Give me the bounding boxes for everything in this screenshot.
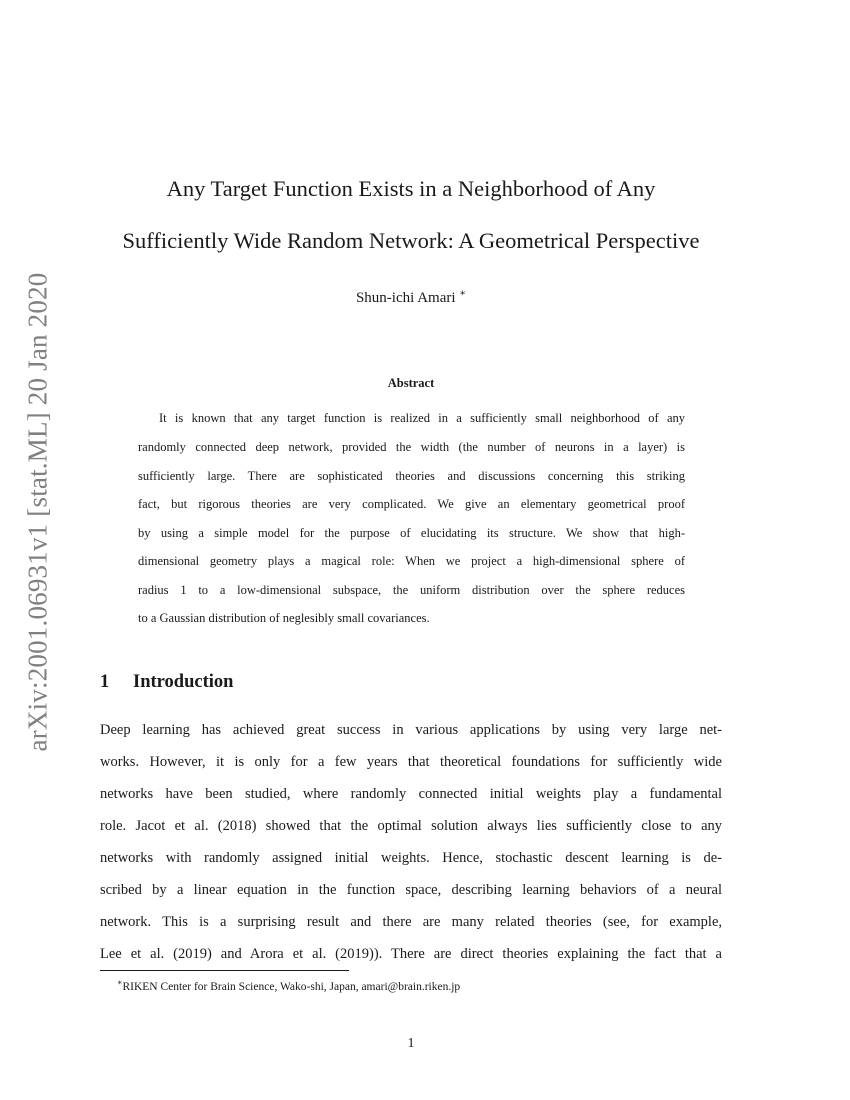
body-line: networks with randomly assigned initial weights. Hence, stochastic descent learning is de- <box>100 850 722 866</box>
abstract-line: sufficiently large. There are sophisticated theories and discussions concerning this striking <box>138 469 685 483</box>
body-line: Deep learning has achieved great success in various applications by using very large net- <box>100 722 722 738</box>
body-line: networks have been studied, where randomly connected initial weights play a fundamental <box>100 786 722 802</box>
body-line: Lee et al. (2019) and Arora et al. (2019)). There are direct theories explaining the fact that a <box>100 946 722 962</box>
abstract-line: radius 1 to a low-dimensional subspace, the uniform distribution over the sphere reduces <box>138 583 685 597</box>
section-title: Introduction <box>133 672 234 692</box>
author-footnote-mark: ∗ <box>459 288 467 299</box>
footnote-rule <box>100 970 349 971</box>
abstract-line: dimensional geometry plays a magical role: When we project a high-dimensional sphere of <box>138 554 685 568</box>
abstract-line: by using a simple model for the purpose of elucidating its structure. We show that high- <box>138 526 685 540</box>
paper-title-line-1: Any Target Function Exists in a Neighborhood of Any <box>166 176 656 201</box>
section-heading <box>100 672 233 693</box>
paper-title-line-2: Sufficiently Wide Random Network: A Geometrical Perspective <box>122 228 700 253</box>
abstract-line: It is known that any target function is realized in a sufficiently small neighborhood of any <box>159 411 685 425</box>
abstract-heading: Abstract <box>387 376 435 390</box>
author-line <box>100 288 722 307</box>
body-line: role. Jacot et al. (2018) showed that the optimal solution always lies sufficiently close to any <box>100 818 722 834</box>
abstract-line: fact, but rigorous theories are very complicated. We give an elementary geometrical proof <box>138 497 685 511</box>
body-line: scribed by a linear equation in the function space, describing learning behaviors of a neural <box>100 882 722 898</box>
body-line: network. This is a surprising result and there are many related theories (see, for example, <box>100 914 722 930</box>
author-name: Shun-ichi Amari <box>355 290 456 306</box>
body-line: works. However, it is only for a few years that theoretical foundations for sufficiently wide <box>100 754 722 770</box>
abstract-line: to a Gaussian distribution of neglesibly small covariances. <box>138 611 430 625</box>
footnote-text: RIKEN Center for Brain Science, Wako-shi, Japan, amari@brain.riken.jp <box>122 980 461 993</box>
footnote <box>117 978 460 993</box>
footnote-mark: ∗ <box>117 978 123 987</box>
abstract-line: randomly connected deep network, provided the width (the number of neurons in a layer) is <box>138 440 685 454</box>
page-number: 1 <box>407 1036 415 1051</box>
arxiv-sidebar-stamp: arXiv:2001.06931v1 [stat.ML] 20 Jan 2020 <box>22 272 53 752</box>
section-number: 1 <box>100 672 110 692</box>
